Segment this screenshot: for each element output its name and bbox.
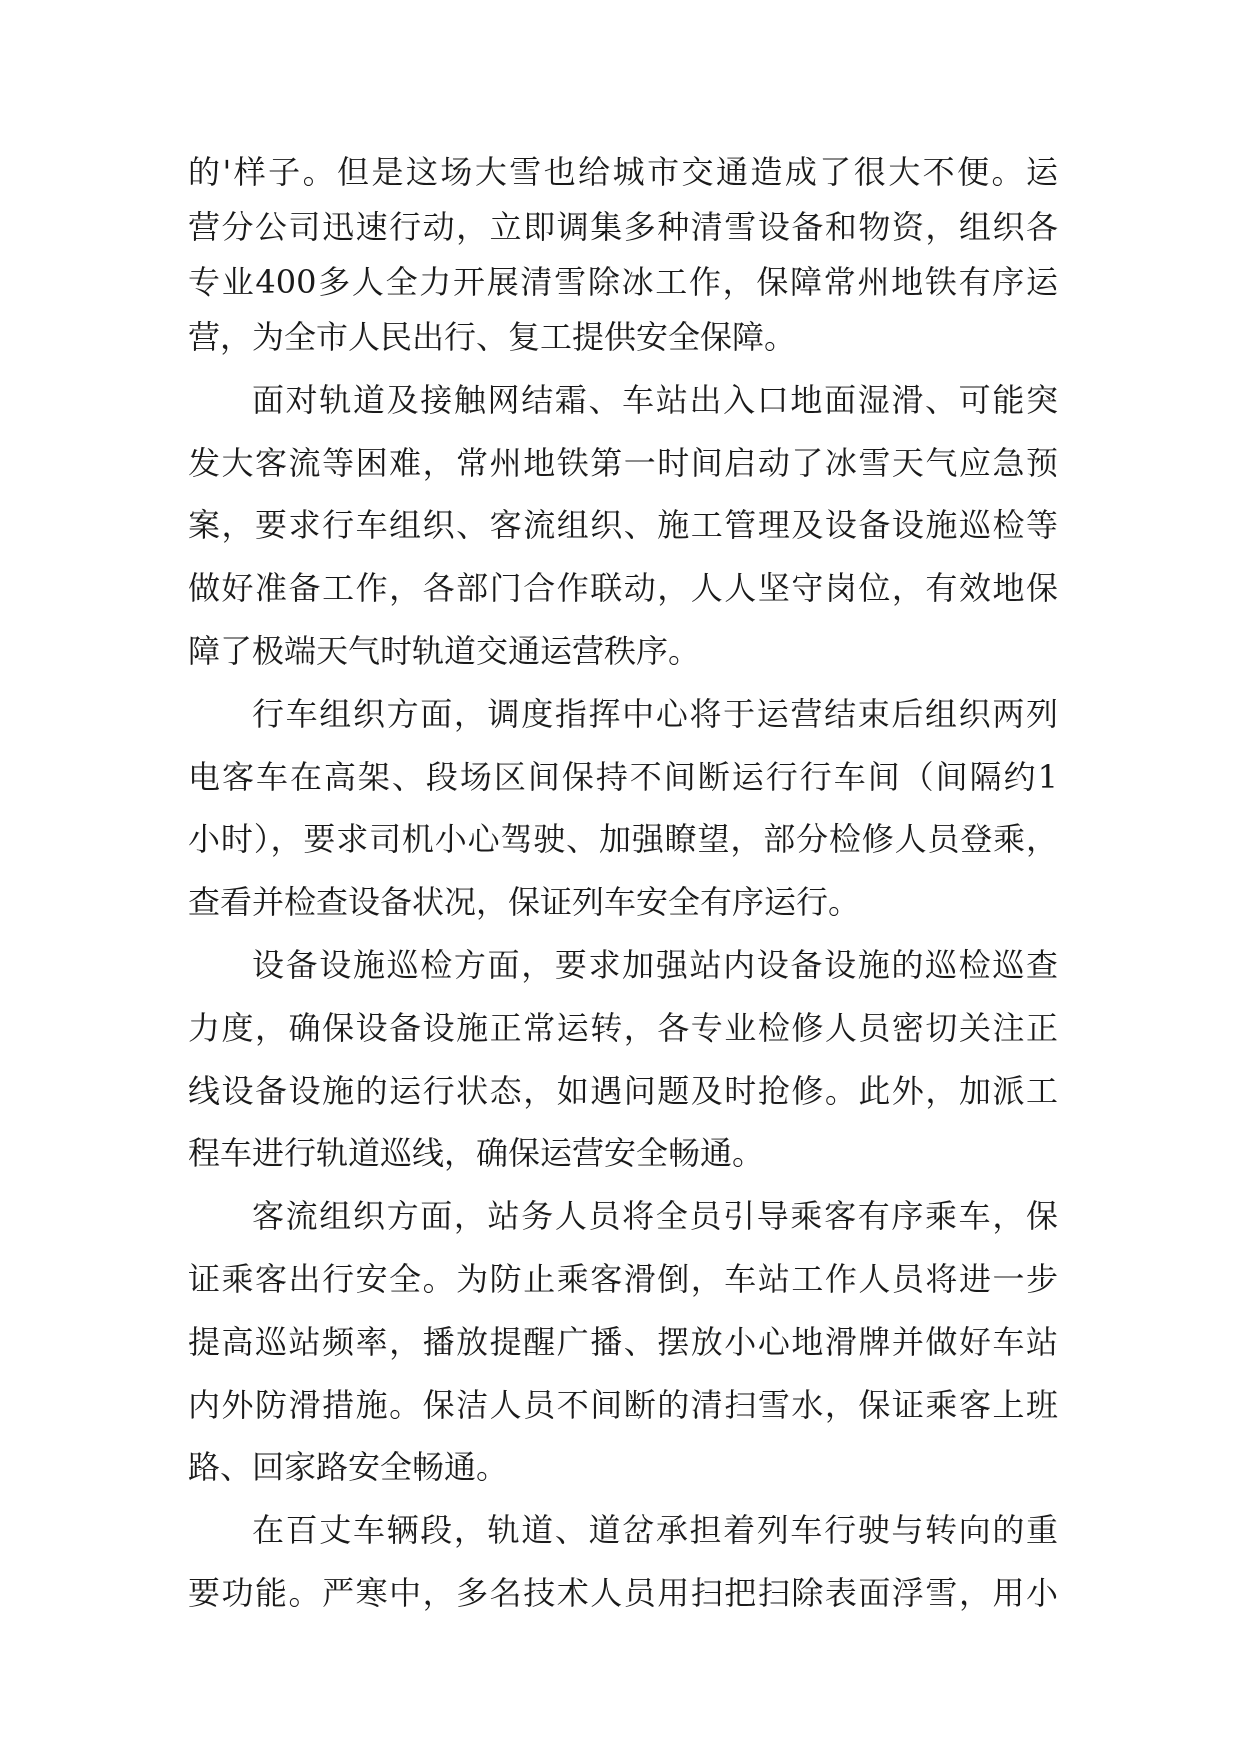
- article-body: [188, 145, 1058, 1621]
- text-line: 路、回家路安全畅通。: [188, 1448, 509, 1487]
- paragraph-first-line: 行车组织方面，调度指挥中心将于运营结束后组织两列: [252, 694, 1058, 733]
- paragraph-first-line: 设备设施巡检方面，要求加强站内设备设施的巡检巡查: [252, 945, 1058, 984]
- text-line: 线设备设施的运行状态，如遇问题及时抢修。此外，加派工: [188, 1071, 1058, 1110]
- text-line: 程车进行轨道巡线，确保运营安全畅通。: [188, 1134, 765, 1173]
- text-line: 的'样子。但是这场大雪也给城市交通造成了很大不便。运: [188, 153, 1058, 191]
- text-line: 提高巡站频率，播放提醒广播、摆放小心地滑牌并做好车站: [188, 1322, 1058, 1361]
- text-line: 小时），要求司机小心驾驶、加强瞭望，部分检修人员登乘，: [188, 820, 1058, 859]
- text-line: 营分公司迅速行动，立即调集多种清雪设备和物资，组织各: [188, 208, 1058, 246]
- paragraph-first-line: 在百丈车辆段，轨道、道岔承担着列车行驶与转向的重: [252, 1511, 1058, 1550]
- text-line: 查看并检查设备状况，保证列车安全有序运行。: [188, 883, 861, 922]
- text-line: 要功能。严寒中，多名技术人员用扫把扫除表面浮雪，用小: [188, 1573, 1058, 1612]
- text-line: 内外防滑措施。保洁人员不间断的清扫雪水，保证乘客上班: [188, 1385, 1058, 1424]
- paragraph-first-line: 面对轨道及接触网结霜、车站出入口地面湿滑、可能突: [252, 380, 1058, 419]
- text-line: 案，要求行车组织、客流组织、施工管理及设备设施巡检等: [188, 506, 1058, 545]
- text-line: 专业400多人全力开展清雪除冰工作，保障常州地铁有序运: [188, 263, 1058, 301]
- text-line: 电客车在高架、段场区间保持不间断运行行车间（间隔约1: [188, 757, 1058, 796]
- text-line: 做好准备工作，各部门合作联动，人人坚守岗位，有效地保: [188, 569, 1058, 608]
- text-line: 营，为全市人民出行、复工提供安全保障。: [188, 318, 797, 356]
- text-line: 力度，确保设备设施正常运转，各专业检修人员密切关注正: [188, 1008, 1058, 1047]
- text-line: 发大客流等困难，常州地铁第一时间启动了冰雪天气应急预: [188, 443, 1058, 482]
- paragraph-first-line: 客流组织方面，站务人员将全员引导乘客有序乘车，保: [252, 1197, 1058, 1236]
- text-line: 障了极端天气时轨道交通运营秩序。: [188, 631, 701, 670]
- text-line: 证乘客出行安全。为防止乘客滑倒，车站工作人员将进一步: [188, 1259, 1058, 1298]
